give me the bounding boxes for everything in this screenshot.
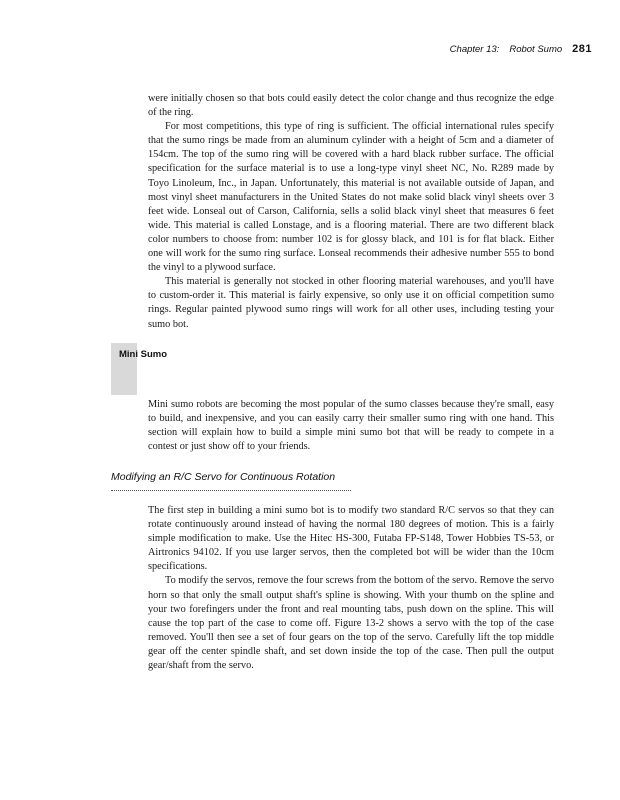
section-heading-mini-sumo: Mini Sumo: [119, 349, 168, 360]
subsection-heading-servo: Modifying an R/C Servo for Continuous Rotation: [111, 471, 336, 483]
heading-rule: [111, 490, 351, 491]
paragraph: For most competitions, this type of ring is sufficient. The official international rules specify that the sumo rings be made from an aluminum cylinder with a height of 5cm and a diameter of 154cm. The top of the sumo ring will be covered with a hard black rubber surface. The official specification for the surface material is to use a long-type vinyl sheet NC, No. R289 made by Toyo Linoleum, Inc., in Japan. Unfortunately, this material is not available outside of Japan, and most vinyl sheet manufacturers in the United States do not make solid black vinyl sheets over 3 feet wide. Lonseal out of Carson, California, sells a solid black vinyl sheet that measures 6 feet wide. This material is called Lonstage, and is a flooring material. There are two different black color numbers to choose from: number 102 is for glossy black, and 101 is for flat black. Either one will work for the sumo ring surface. Lonseal recommends their adhesive number 555 to bond the vinyl to a plywood surface.: [148, 121, 554, 274]
page-number: 281: [572, 43, 592, 55]
running-head: [450, 43, 592, 55]
paragraph: Mini sumo robots are becoming the most popular of the sumo classes because they're small, easy to build, and inexpensive, and you can easily carry their smaller sumo ring with one hand. This section will explain how to build a simple mini sumo bot that will be ready to compete in a contest or just show off to your friends.: [148, 399, 554, 453]
servo-section: [148, 504, 554, 673]
intro-section: [148, 92, 554, 332]
paragraph: were initially chosen so that bots could easily detect the color change and thus recognize the edge of the ring.: [148, 93, 554, 119]
paragraph: The first step in building a mini sumo bot is to modify two standard R/C servos so that they can rotate continuously around instead of having the normal 180 degrees of motion. This is a fairly simple modification to make. Use the Hitec HS-300, Futaba FP-S148, Tower Hobbies TS-53, or Airtronics 94102. If you use larger servos, then the completed bot will be wider than the 10cm specifications.: [148, 505, 554, 573]
paragraph: This material is generally not stocked in other flooring material warehouses, and you'll have to custom-order it. This material is fairly expensive, so only use it on official competition sumo rings. Regular painted plywood sumo rings will work for all other uses, including testing your sumo bot.: [148, 276, 554, 330]
chapter-title: Robot Sumo: [509, 44, 563, 55]
chapter-label: Chapter 13:: [449, 44, 500, 55]
mini-sumo-section: [148, 398, 554, 454]
paragraph: To modify the servos, remove the four screws from the bottom of the servo. Remove the servo horn so that only the small output shaft's spline is showing. With your thumb on the spline and your two forefingers under the front and real mounting tabs, push down on the spline. This will cause the top part of the case to come off. Figure 13-2 shows a servo with the top of the case removed. You'll then see a set of four gears on the top of the servo. Carefully lift the top middle gear off the center spindle shaft, and set down inside the top of the case. Then pull the output gear/shaft from the servo.: [148, 575, 554, 672]
